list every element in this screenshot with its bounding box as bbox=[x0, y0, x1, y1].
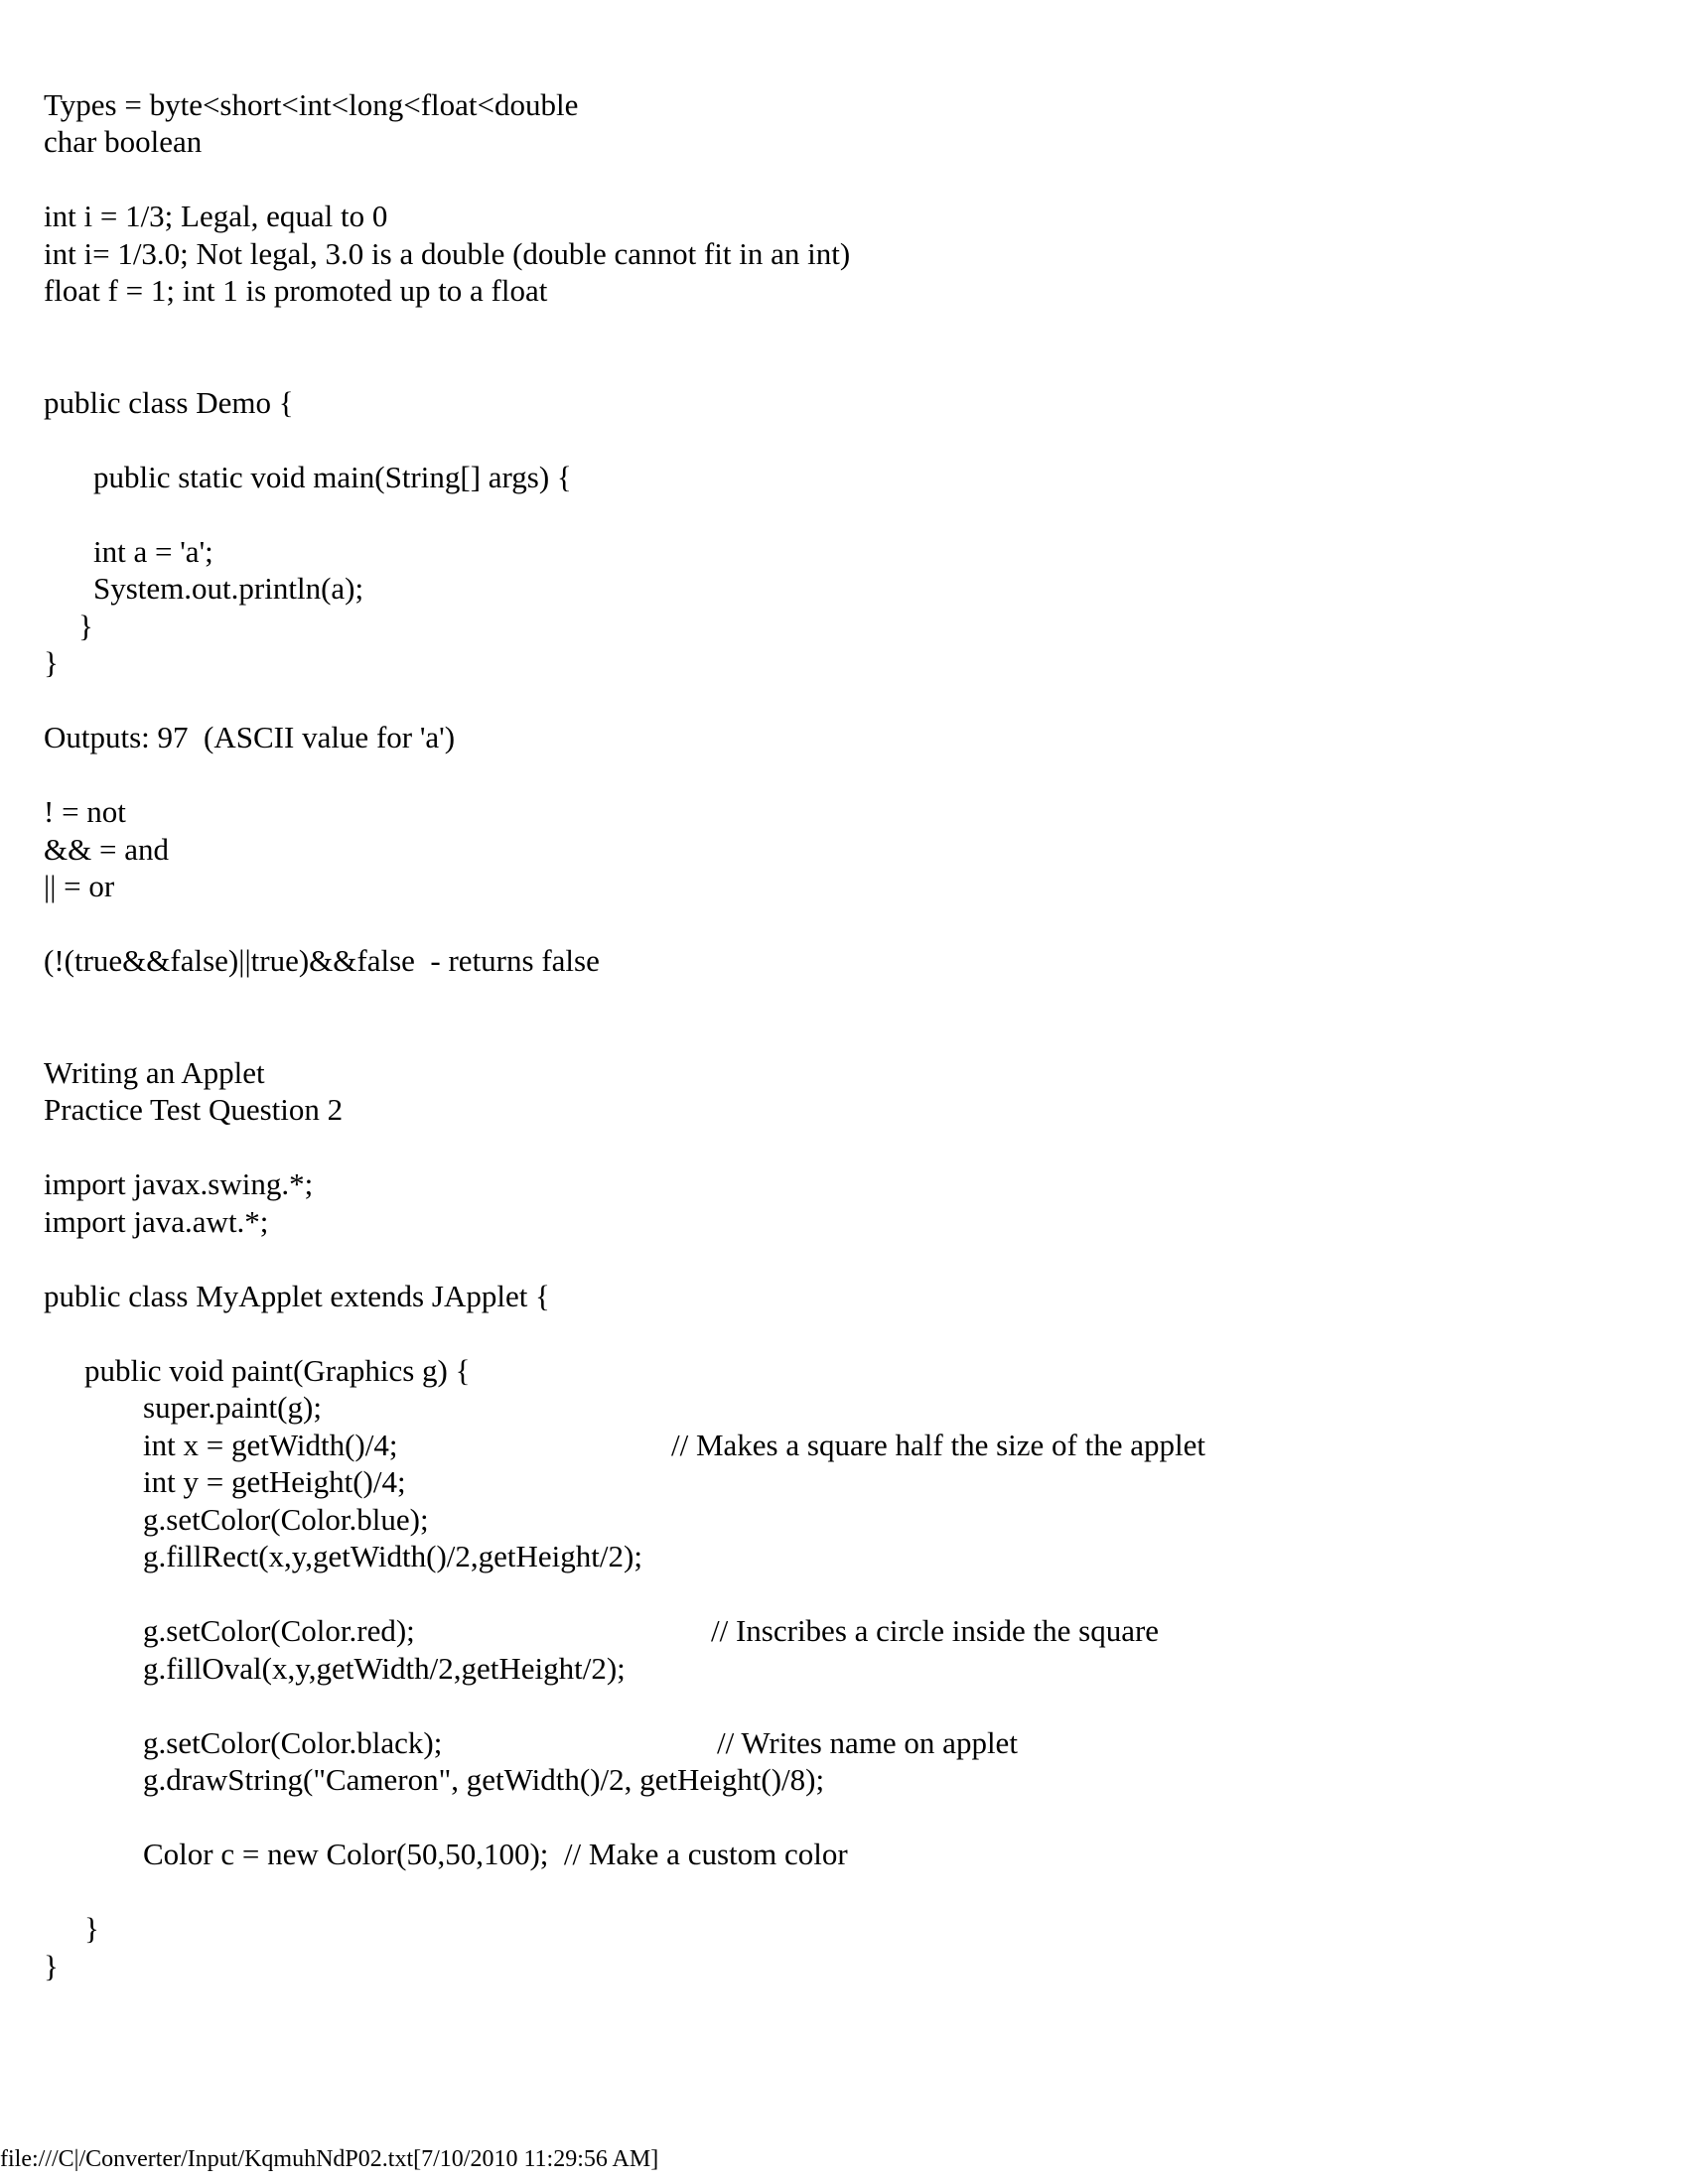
practice-question-heading: Practice Test Question 2 bbox=[44, 1092, 344, 1127]
set-color-red-line: g.setColor(Color.red); bbox=[143, 1613, 415, 1648]
types-line: Types = byte<short<int<long<float<double bbox=[44, 87, 579, 122]
close-brace-inner: } bbox=[78, 609, 93, 643]
set-color-black-line: g.setColor(Color.black); bbox=[143, 1725, 443, 1760]
import-awt-line: import java.awt.*; bbox=[44, 1204, 269, 1239]
file-path-footer: file:///C|/Converter/Input/KqmuhNdP02.txt[7/10/2010 11:29:56 AM] bbox=[0, 2146, 659, 2172]
fill-rect-line: g.fillRect(x,y,getWidth()/2,getHeight/2); bbox=[143, 1539, 642, 1573]
set-color-blue-line: g.setColor(Color.blue); bbox=[143, 1502, 429, 1537]
int-x-line: int x = getWidth()/4; bbox=[143, 1428, 398, 1462]
or-operator-line: || = or bbox=[44, 869, 115, 903]
close-brace-outer: } bbox=[44, 645, 59, 680]
char-boolean-line: char boolean bbox=[44, 124, 203, 159]
main-method-line: public static void main(String[] args) { bbox=[93, 460, 572, 494]
writing-applet-heading: Writing an Applet bbox=[44, 1055, 265, 1090]
not-operator-line: ! = not bbox=[44, 794, 126, 829]
int-i-not-legal-line: int i= 1/3.0; Not legal, 3.0 is a double (double cannot fit in an int) bbox=[44, 236, 851, 271]
class-myapplet-line: public class MyApplet extends JApplet { bbox=[44, 1279, 550, 1313]
custom-color-line: Color c = new Color(50,50,100); // Make a custom color bbox=[143, 1837, 848, 1871]
fill-oval-line: g.fillOval(x,y,getWidth/2,getHeight/2); bbox=[143, 1651, 626, 1686]
boolean-expression-line: (!(true&&false)||true)&&false - returns false bbox=[44, 943, 600, 978]
outputs-line: Outputs: 97 (ASCII value for 'a') bbox=[44, 720, 456, 754]
draw-string-line: g.drawString("Cameron", getWidth()/2, getHeight()/8); bbox=[143, 1762, 825, 1797]
int-y-line: int y = getHeight()/4; bbox=[143, 1464, 406, 1499]
square-comment: // Makes a square half the size of the applet bbox=[671, 1428, 1205, 1462]
import-swing-line: import javax.swing.*; bbox=[44, 1166, 314, 1201]
close-brace-paint: } bbox=[84, 1911, 99, 1946]
float-f-line: float f = 1; int 1 is promoted up to a float bbox=[44, 273, 548, 308]
circle-comment: // Inscribes a circle inside the square bbox=[711, 1613, 1160, 1648]
close-brace-class: } bbox=[44, 1949, 59, 1983]
int-a-line: int a = 'a'; bbox=[93, 534, 213, 569]
paint-method-line: public void paint(Graphics g) { bbox=[84, 1353, 471, 1388]
class-demo-line: public class Demo { bbox=[44, 385, 294, 420]
println-line: System.out.println(a); bbox=[93, 571, 364, 606]
name-comment: // Writes name on applet bbox=[717, 1725, 1018, 1760]
int-i-legal-line: int i = 1/3; Legal, equal to 0 bbox=[44, 199, 388, 233]
and-operator-line: && = and bbox=[44, 832, 169, 867]
super-paint-line: super.paint(g); bbox=[143, 1390, 322, 1425]
